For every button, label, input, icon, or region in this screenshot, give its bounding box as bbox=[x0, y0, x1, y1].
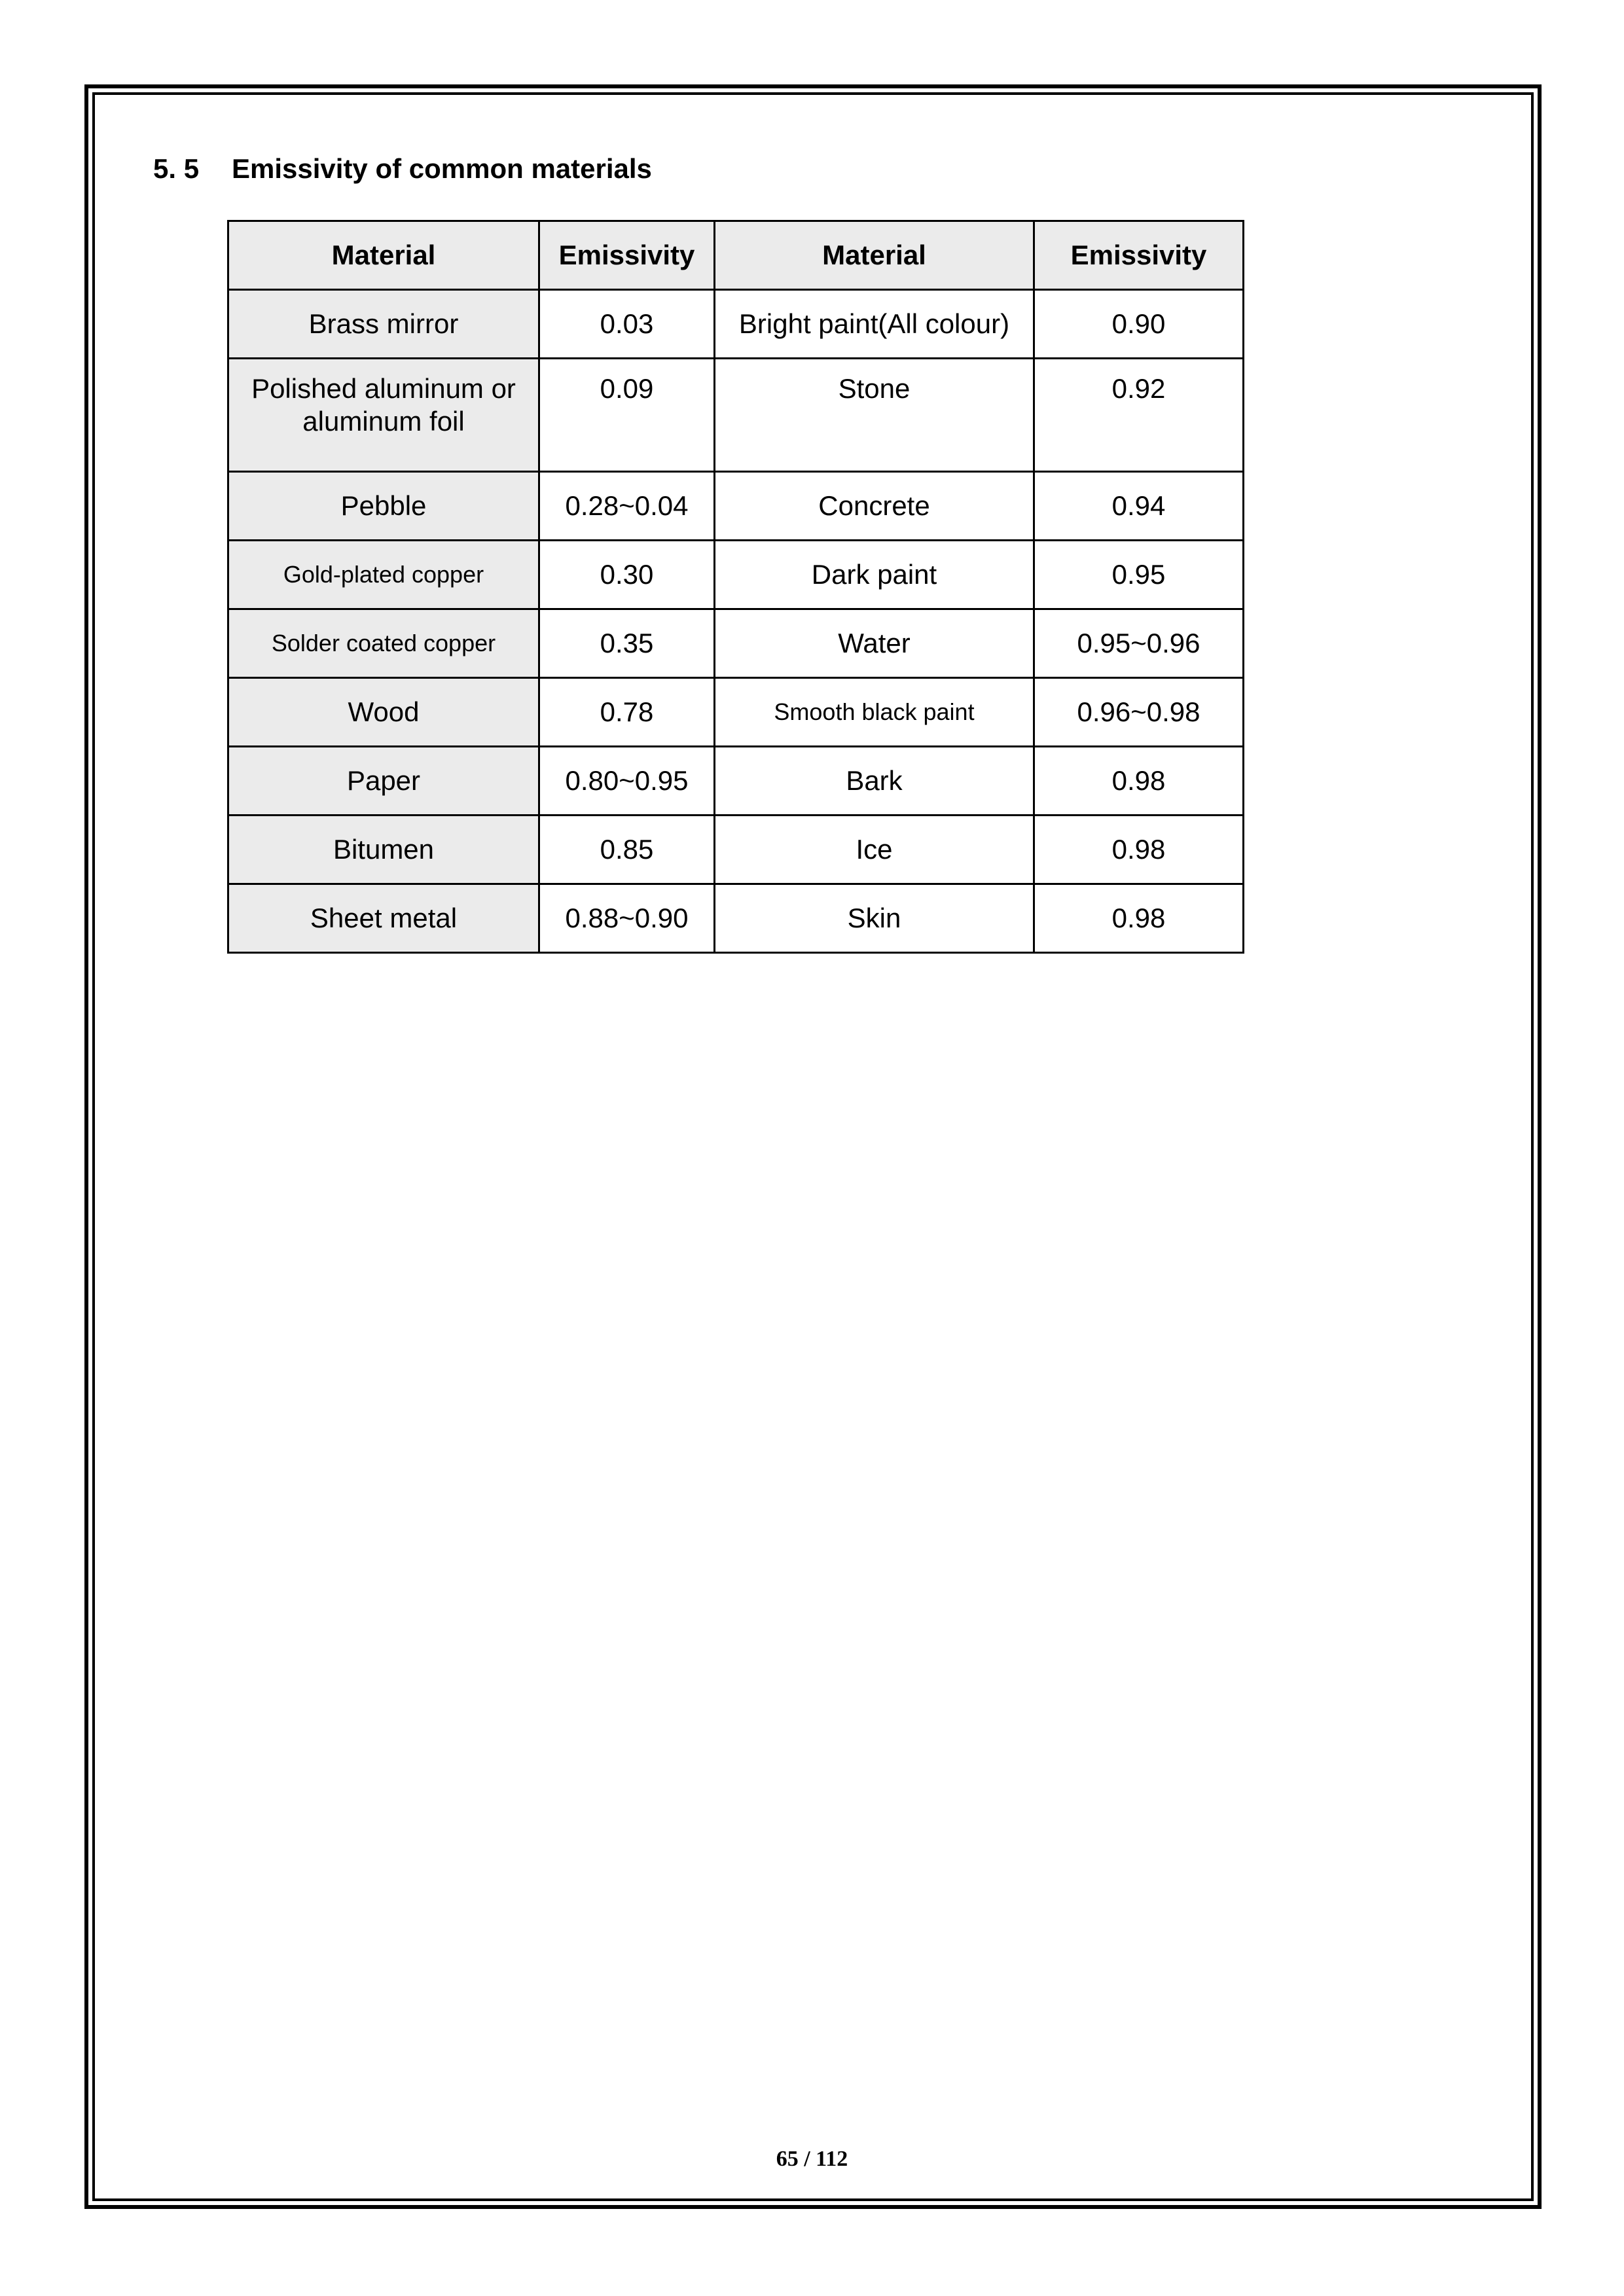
material-cell: Ice bbox=[715, 816, 1034, 884]
emissivity-cell: 0.90 bbox=[1034, 290, 1244, 359]
material-cell: Bright paint(All colour) bbox=[715, 290, 1034, 359]
material-cell: Polished aluminum or aluminum foil bbox=[228, 359, 539, 472]
emissivity-cell: 0.92 bbox=[1034, 359, 1244, 472]
page-number: 65 / 112 bbox=[776, 2147, 848, 2171]
header-material-1: Material bbox=[228, 221, 539, 290]
material-cell: Brass mirror bbox=[228, 290, 539, 359]
material-cell: Water bbox=[715, 609, 1034, 678]
material-cell: Solder coated copper bbox=[228, 609, 539, 678]
material-cell: Bark bbox=[715, 747, 1034, 816]
material-cell: Dark paint bbox=[715, 541, 1034, 609]
table-row bbox=[228, 678, 1244, 747]
emissivity-cell: 0.98 bbox=[1034, 747, 1244, 816]
emissivity-cell: 0.98 bbox=[1034, 816, 1244, 884]
material-cell: Bitumen bbox=[228, 816, 539, 884]
material-cell: Paper bbox=[228, 747, 539, 816]
material-cell: Wood bbox=[228, 678, 539, 747]
emissivity-cell: 0.80~0.95 bbox=[539, 747, 715, 816]
emissivity-cell: 0.28~0.04 bbox=[539, 472, 715, 541]
material-cell: Gold-plated copper bbox=[228, 541, 539, 609]
material-cell: Pebble bbox=[228, 472, 539, 541]
table-row bbox=[228, 359, 1244, 472]
emissivity-cell: 0.35 bbox=[539, 609, 715, 678]
section-title: Emissivity of common materials bbox=[232, 153, 652, 184]
table-row bbox=[228, 816, 1244, 884]
table-row bbox=[228, 747, 1244, 816]
table-row bbox=[228, 472, 1244, 541]
emissivity-cell: 0.03 bbox=[539, 290, 715, 359]
emissivity-cell: 0.30 bbox=[539, 541, 715, 609]
material-cell: Concrete bbox=[715, 472, 1034, 541]
header-emissivity-2: Emissivity bbox=[1034, 221, 1244, 290]
header-material-2: Material bbox=[715, 221, 1034, 290]
emissivity-cell: 0.09 bbox=[539, 359, 715, 472]
emissivity-cell: 0.95~0.96 bbox=[1034, 609, 1244, 678]
header-emissivity-1: Emissivity bbox=[539, 221, 715, 290]
emissivity-cell: 0.78 bbox=[539, 678, 715, 747]
section-number: 5. 5 bbox=[153, 153, 200, 184]
emissivity-cell: 0.85 bbox=[539, 816, 715, 884]
table-row bbox=[228, 609, 1244, 678]
emissivity-cell: 0.95 bbox=[1034, 541, 1244, 609]
emissivity-cell: 0.96~0.98 bbox=[1034, 678, 1244, 747]
table-row bbox=[228, 884, 1244, 953]
material-cell: Sheet metal bbox=[228, 884, 539, 953]
emissivity-cell: 0.88~0.90 bbox=[539, 884, 715, 953]
material-cell: Stone bbox=[715, 359, 1034, 472]
section-heading bbox=[153, 153, 652, 185]
emissivity-cell: 0.94 bbox=[1034, 472, 1244, 541]
emissivity-table bbox=[227, 220, 1244, 954]
table-header-row bbox=[228, 221, 1244, 290]
material-cell: Smooth black paint bbox=[715, 678, 1034, 747]
material-cell: Skin bbox=[715, 884, 1034, 953]
table-row bbox=[228, 290, 1244, 359]
table-row bbox=[228, 541, 1244, 609]
emissivity-cell: 0.98 bbox=[1034, 884, 1244, 953]
